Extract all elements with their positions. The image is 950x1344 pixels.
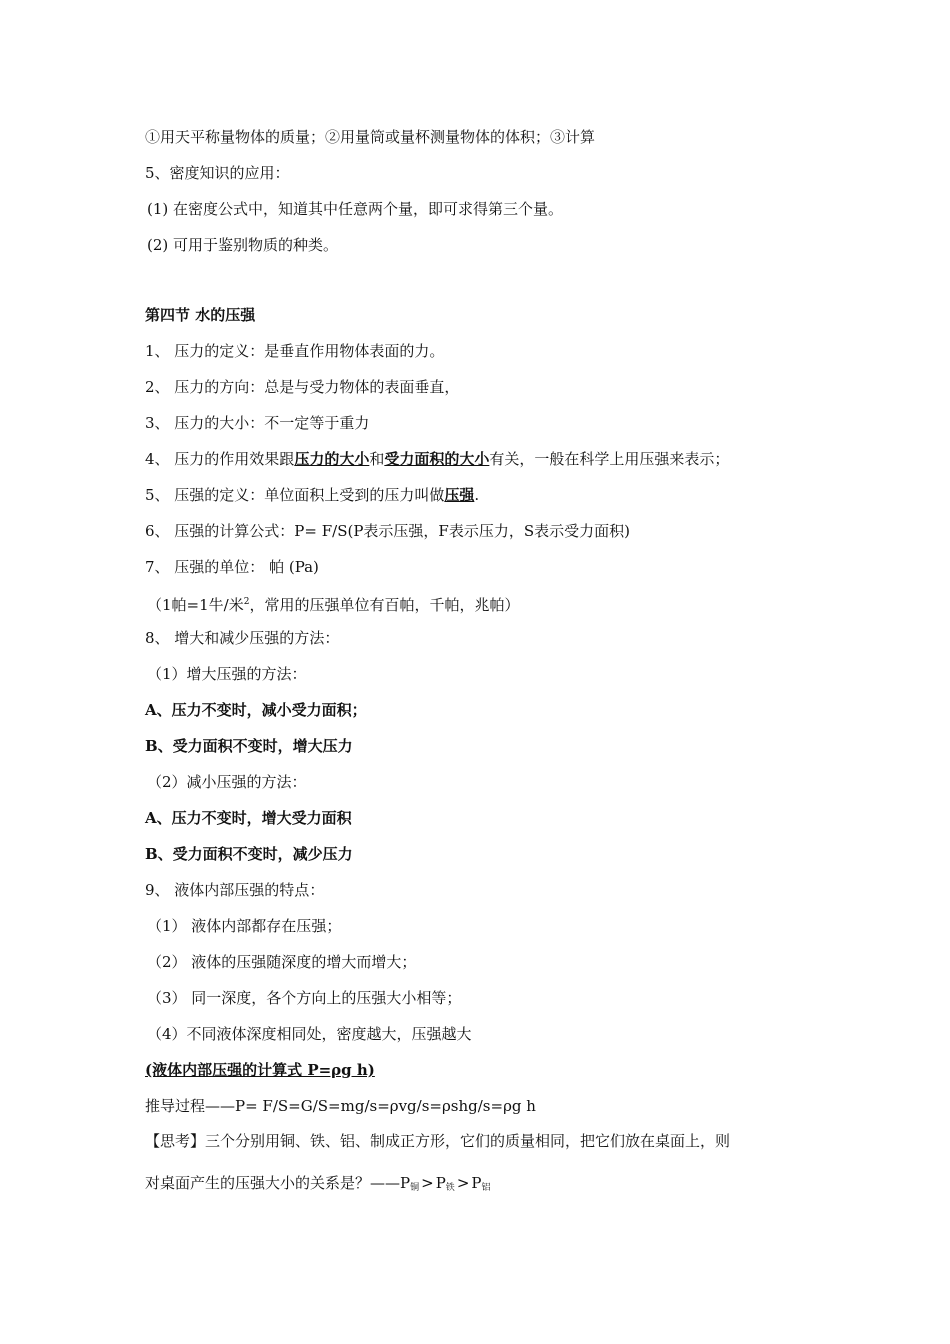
- text-line: 【思考】三个分别用铜、铁、铝、制成正方形，它们的质量相同，把它们放在桌面上，则: [145, 1132, 731, 1150]
- text-line: （1） 液体内部都存在压强；: [147, 917, 342, 935]
- section-title: 第四节 水的压强: [145, 306, 256, 324]
- subscript: 铁: [445, 1183, 455, 1193]
- greater-than-sign: >: [421, 1174, 434, 1192]
- text-line: （2） 液体的压强随深度的增大而增大；: [147, 953, 417, 971]
- text-line: 1、 压力的定义：是垂直作用物体表面的力。: [145, 342, 445, 360]
- text-line: 2、 压力的方向：总是与受力物体的表面垂直，: [145, 378, 460, 396]
- text-segment: P: [435, 1174, 446, 1192]
- subscript: 铝: [481, 1183, 491, 1193]
- text-line: 7、 压强的单位： 帕 (Pa): [145, 558, 319, 576]
- text-segment: 5、 压强的定义：单位面积上受到的压力叫做: [145, 486, 445, 504]
- text-line: 8、 增大和减少压强的方法：: [145, 629, 340, 647]
- text-line: （2）减小压强的方法：: [147, 773, 307, 791]
- text-line: B、受力面积不变时，减少压力: [145, 845, 353, 863]
- text-segment: ，常用的压强单位有百帕，千帕，兆帕）: [249, 596, 520, 614]
- emphasis-text: 受力面积的大小: [384, 450, 490, 468]
- text-segment: .: [474, 486, 480, 504]
- text-segment: （1帕=1牛/米: [147, 596, 244, 614]
- text-line: ①用天平称量物体的质量；②用量筒或量杯测量物体的体积；③计算: [145, 128, 596, 146]
- emphasis-text: 压力的大小: [294, 450, 370, 468]
- text-segment: 4、 压力的作用效果跟: [145, 450, 295, 468]
- formula-line: (液体内部压强的计算式 P=ρg h): [145, 1061, 375, 1079]
- superscript: 2: [243, 597, 250, 607]
- greater-than-sign: >: [456, 1174, 470, 1192]
- text-line: 9、 液体内部压强的特点：: [145, 881, 325, 899]
- text-line: 3、 压力的大小：不一定等于重力: [145, 414, 370, 432]
- text-line: （3） 同一深度，各个方向上的压强大小相等；: [147, 989, 462, 1007]
- text-line: [147, 592, 519, 615]
- text-segment: P: [471, 1174, 482, 1192]
- text-line: （1）增大压强的方法：: [147, 665, 307, 683]
- text-line: A、压力不变时，减小受力面积；: [145, 701, 367, 719]
- text-line: 6、 压强的计算公式：P= F/S(P表示压强，F表示压力，S表示受力面积): [145, 522, 630, 540]
- subscript: 铜: [410, 1183, 420, 1193]
- text-line: [145, 485, 479, 505]
- text-line: （4）不同液体深度相同处，密度越大，压强越大: [147, 1025, 472, 1043]
- text-line: 推导过程——P= F/S=G/S=mg/s=ρvg/s=ρshg/s=ρg h: [145, 1097, 536, 1115]
- text-line: 5、密度知识的应用：: [145, 164, 290, 182]
- text-segment: 有关，一般在科学上用压强来表示；: [489, 450, 730, 468]
- emphasis-text: 压强: [444, 486, 475, 504]
- text-segment: 对桌面产生的压强大小的关系是？——P: [145, 1174, 411, 1192]
- text-line: A、压力不变时，增大受力面积: [145, 809, 352, 827]
- text-line: (1) 在密度公式中，知道其中任意两个量，即可求得第三个量。: [147, 200, 564, 218]
- text-segment: 和: [369, 450, 385, 468]
- text-line: B、受力面积不变时，增大压力: [145, 737, 353, 755]
- text-line: [145, 1173, 491, 1198]
- text-line: [145, 449, 729, 469]
- text-line: (2) 可用于鉴别物质的种类。: [147, 236, 339, 254]
